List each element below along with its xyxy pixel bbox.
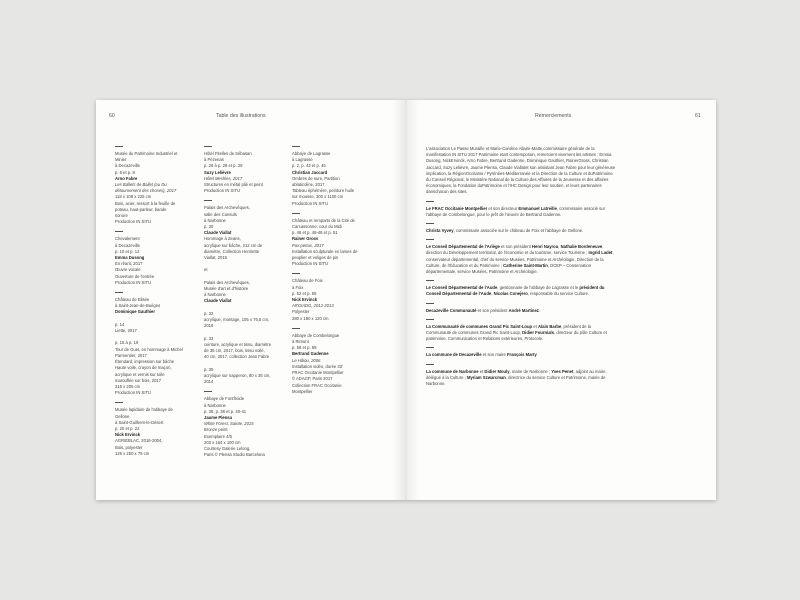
entry-line: p. 20 et p. 22 <box>115 425 140 431</box>
entry-line: Abbaye de Combelongue <box>292 332 340 338</box>
illustration-entry <box>204 391 276 458</box>
artist-name: Nick Ervinck <box>115 432 141 438</box>
acknowledgement-text: , maire de Narbonne ; <box>509 368 552 374</box>
entry-line: Hommage à Zeans, <box>204 236 241 242</box>
entry-line: Chevalement <box>115 236 140 242</box>
entry-line: p. 56 et p. 59 <box>292 345 317 351</box>
acknowledged-name: Le Conseil Départemental de l'Aude <box>426 285 498 291</box>
entry-line: p. 30 <box>204 224 214 230</box>
entry-line: à Narbonne <box>204 217 226 223</box>
entry-line: à Saint-Jean-de-Buèges <box>115 303 161 309</box>
entry-line: à Pézenas <box>204 157 224 163</box>
book-gutter-shadow <box>392 100 420 500</box>
acknowledgement-text: , président de la Communauté de communes Grand Pic Saint-Loup, <box>426 323 592 336</box>
entry-line: détournement des choses), 2017 <box>115 188 177 194</box>
entry-line: Le Hibou, 2006 <box>292 357 321 363</box>
entry-line: 2014 <box>204 379 214 385</box>
entry-line: à Narbonne <box>204 402 226 408</box>
entry-line: et <box>204 267 208 273</box>
entry-line: AGRIEBLAC, 2016-2004, <box>115 438 163 444</box>
acknowledgement-text: , conservateur départemental, chef du service Musées, Patrimoine et Archéologie, Direction de la Culture, de l'Éducation et du Patrimoine ; <box>426 250 614 268</box>
entry-line: Les Ballets de Ballet (ou Du <box>115 182 167 188</box>
illustration-entry <box>292 273 364 321</box>
acknowledgement-text: et son assistant Jean Fabre pour leur généreuse implication, la Région <box>426 164 616 176</box>
acknowledged-name: Le FRAC Occitanie Montpellier <box>426 205 488 211</box>
illustrations-column-2 <box>204 146 276 464</box>
entry-line: peuplier et voliges de pin <box>292 255 339 261</box>
illustration-entry <box>292 146 364 207</box>
entry-line: p. 52 et p. 55 <box>292 290 317 296</box>
illustration-entry <box>292 328 364 395</box>
entry-line: salle des Consuls <box>204 211 237 217</box>
artist-name: Nick Ervinck <box>292 297 318 303</box>
acknowledged-name: Myriam Szwarcman <box>466 374 506 380</box>
paragraph-rule <box>426 280 434 281</box>
paragraph-rule <box>426 239 434 240</box>
entry-line: de 35 cm, 2017, bois, tissu voilé, <box>204 348 265 354</box>
acknowledged-name: Didier Mouly <box>484 368 510 374</box>
acknowledgement-paragraph <box>426 324 616 343</box>
illustration-entry <box>115 402 187 457</box>
acknowledgement-text: Occitanie / Pyrénées-Méditerranée et la Direction de la Culture et du <box>465 170 593 176</box>
entry-line: Liette, 2017 <box>115 328 137 334</box>
entry-line: Bronze peint <box>204 427 228 433</box>
artist-name: Dominique Gauthier <box>115 309 156 315</box>
entry-line: Installation sculpturale en lames de <box>292 248 358 254</box>
entry-line: p. 10 et p. 12 <box>115 248 140 254</box>
acknowledged-name: La commune de Decazeville <box>426 352 482 358</box>
acknowledgements-text <box>426 146 616 392</box>
illustration-entry <box>115 292 187 396</box>
acknowledgement-text: , commissaire associée sur le château de Foix et l'abbaye de Gellone. <box>453 228 584 234</box>
right-page-number: 61 <box>695 113 701 119</box>
entry-line: Production IN SITU <box>292 261 329 267</box>
acknowledgement-text: chacun des sites. <box>435 189 468 195</box>
entry-line: p. 14 <box>115 321 125 327</box>
entry-line: En rêant, 2017 <box>115 261 143 267</box>
acknowledged-name: La commune de Narbonne <box>426 368 479 374</box>
entry-line: Musée du Patrimoine Industriel et <box>115 151 178 156</box>
acknowledgement-paragraph <box>426 206 616 218</box>
entry-line: Hôtel Meshles, 2017 <box>204 175 243 181</box>
illustration-entry <box>204 146 276 194</box>
acknowledgement-text: , <box>558 244 561 250</box>
entry-line: à Narbonne <box>204 292 226 298</box>
acknowledgement-text: , gestionnaire de l'abbaye de Lagrasse et le <box>497 285 580 291</box>
entry-line: Polyester <box>292 309 310 315</box>
book-spread <box>96 100 716 500</box>
entry-line: Œuvre vocale <box>115 267 141 273</box>
illustrations-column-1 <box>115 146 187 463</box>
entry-line: Collection FRAC Occitanie <box>292 382 342 388</box>
entry-line: acrylique sur napperon, 80 x 36 cm, <box>204 372 271 378</box>
left-page-number: 60 <box>109 113 115 119</box>
entry-line: à Decazeville <box>115 163 140 169</box>
acknowledgement-paragraph <box>426 352 616 358</box>
illustration-entry <box>115 146 187 225</box>
acknowledgement-text: , commissaire associé sur l'abbaye de Combelongue, pour le prêt de l'œuvre de Bertrand Gadenne. <box>426 205 605 217</box>
entry-line: 125 x 250 x 75 cm <box>115 450 150 456</box>
paragraph-rule <box>426 347 434 348</box>
entry-line: © ADAGP, Paris 2017 <box>292 376 333 382</box>
entry-line: p. 15 à p. 19 <box>115 340 139 346</box>
acknowledgement-text: commissaire générale de la manifestation IN SITU 2017 Patrimoine et <box>426 146 595 158</box>
paragraph-rule <box>426 303 434 304</box>
acknowledgement-text: , directeur du pôle Culture et patrimoine, Communication et Relations extérieures, Protocole. <box>426 330 607 342</box>
entry-line: Courtesy Galerie Lelong, <box>204 445 251 451</box>
artist-name: Claude Viallat <box>204 298 232 304</box>
acknowledgement-text: , <box>491 291 494 297</box>
illustration-entry <box>115 231 187 286</box>
entry-line: sur mousse, 300 x 1100 cm <box>292 194 344 200</box>
acknowledged-name: Le Conseil Départemental de l'Ariège <box>426 244 500 250</box>
entry-line: Château de Elisée <box>115 297 150 303</box>
acknowledged-name: Alain Barbe <box>537 323 562 329</box>
entry-rule <box>292 146 300 147</box>
entry-line: 203 x 164 x 100 cm <box>204 439 241 445</box>
acknowledged-name: Nicolas Conejero <box>493 291 528 297</box>
acknowledgement-text: Ervinck, Arno Fabre, Bertrand Gadenne, Dominique Gauthier, Rainer <box>450 158 579 164</box>
entry-line: 40 cm, 2017, collection Jean Fabre <box>204 354 270 360</box>
entry-line: Abbaye de Fontfroide <box>204 396 245 402</box>
entry-line: à Rimont <box>292 339 309 345</box>
artist-name: Claude Viallat <box>204 230 232 236</box>
acknowledgement-paragraph <box>426 146 616 196</box>
acknowledged-name: président du Conseil Départemental de l'Aude <box>426 285 605 297</box>
entry-rule <box>204 391 212 392</box>
entry-line: Palais des Archevêques, <box>204 205 250 211</box>
entry-line: Abbaye de Lagrasse <box>292 151 331 156</box>
entry-line: Production IN SITU <box>115 279 152 285</box>
entry-line: p. 36, p. 38 et p. 40-41 <box>204 408 247 414</box>
acknowledgement-text: , responsable du service Culture. <box>527 291 589 297</box>
entry-line: diamètre, Collection Henriette <box>204 248 260 254</box>
entry-line: Installation vidéo, durée 33' <box>292 363 343 369</box>
paragraph-rule <box>426 364 434 365</box>
entry-line: Bois, acier, ressort à la feuille de <box>115 200 176 206</box>
illustrations-column-3 <box>292 146 364 401</box>
entry-line: Production IN SITU <box>292 200 329 206</box>
entry-line: p. 2, p. 43 et p. 45 <box>292 163 326 169</box>
acknowledgement-paragraph <box>426 228 616 234</box>
entry-line: Tableau éphémère, peinture huile <box>292 188 355 194</box>
acknowledged-name: Christa Vyvey <box>426 228 454 234</box>
acknowledged-name: Emmanuel Latreille <box>518 205 557 211</box>
entry-rule <box>204 146 212 147</box>
entry-rule <box>292 328 300 329</box>
entry-line: Tour de Guet, en hommage à Michel <box>115 346 183 352</box>
acknowledgement-paragraph <box>426 244 616 275</box>
entry-line: 315 x 205 cm <box>115 383 141 389</box>
acknowledgement-text: et son président <box>499 244 532 250</box>
right-section-title: Remerciements <box>535 113 572 119</box>
entry-line: Château de Foix <box>292 278 323 284</box>
acknowledgement-paragraph <box>426 285 616 297</box>
entry-line: Montpellier <box>292 388 313 394</box>
entry-line: ablaticoline, 2017 <box>292 182 325 188</box>
acknowledgement-paragraph <box>426 369 616 388</box>
entry-rule <box>115 292 123 293</box>
entry-line: FRAC Occitanie Montpellier <box>292 370 344 376</box>
paragraph-rule <box>426 223 434 224</box>
entry-line: ceinture, acrylique et tissu, diamètre <box>204 341 272 347</box>
entry-line: 280 x 180 x 120 cm <box>292 315 329 321</box>
entry-line: acrylique sur bâche, 212 cm de <box>204 242 263 248</box>
acknowledgement-paragraph <box>426 308 616 314</box>
acknowledgement-text: , DCEP – Conservation départementale, service Musées, Patrimoine et Archéologie. <box>426 262 592 275</box>
illustration-entry <box>292 213 364 268</box>
acknowledgement-text: , adjoint au maire, délégué à la Culture ; <box>426 368 607 380</box>
acknowledged-name: François Marty <box>507 352 537 358</box>
acknowledged-name: La Communauté de communes Grand Pic Saint-Loup <box>426 323 533 329</box>
artist-name: Suzy Lelièvre <box>204 169 231 175</box>
entry-line: acrylique, montage, 105 x 76,5 cm, <box>204 317 270 323</box>
artist-name: Jaume Plensa <box>204 414 232 420</box>
acknowledgement-text: et son directeur <box>487 205 519 211</box>
acknowledgement-text: Gross, Christian Jaccard, Suzy Lelièvre, Jaume Plensa, Claude Viallat <box>426 158 609 170</box>
artist-name: Emma Dusong <box>115 255 145 261</box>
entry-line: Étendard, impression sur bâche <box>115 359 175 365</box>
entry-line: Minier <box>115 157 127 163</box>
entry-line: Musée d'art et d'histoire <box>204 286 249 292</box>
entry-line: Carcassonne, cour du Midi <box>292 224 342 230</box>
entry-line: p. 32 <box>204 310 214 316</box>
entry-line: p. 26 à p. 28 et p. 29 <box>204 163 243 169</box>
entry-line: Musée lapidaire de l'abbaye de <box>115 407 173 413</box>
entry-line: sonore <box>115 213 128 219</box>
acknowledgement-text: Patrimoine et l'IHC Design pour leur soutien, et leurs partenaires dans <box>426 183 602 195</box>
entry-rule <box>292 273 300 274</box>
acknowledgement-text: et son président <box>476 307 509 313</box>
entry-line: p. 35 <box>204 366 214 372</box>
acknowledged-name: Didier Fournials <box>522 330 555 336</box>
acknowledged-name: Catherine Saint-Martin <box>503 262 548 268</box>
acknowledgement-text: Patrimoine du Conseil Régional, le Ministère National de la Culture, <box>426 170 613 183</box>
acknowledged-name: André Martinez <box>508 307 539 313</box>
entry-line: 2016 <box>204 323 214 329</box>
artist-name: Bertrand Gadenne <box>292 351 329 357</box>
entry-line: Parmentier, 2017 <box>115 352 147 358</box>
acknowledgement-text: art contemporain, remercient vivement les artistes : Emma Dusong, Nick <box>426 152 612 164</box>
artist-name: Rainer Gross <box>292 236 319 242</box>
entry-line: Production IN SITU <box>204 188 241 194</box>
entry-line: Production IN SITU <box>115 219 152 225</box>
entry-line: White Forest, Sainte, 2015 <box>204 421 254 427</box>
artist-name: Christian Jaccard <box>292 169 328 175</box>
acknowledged-name: Henri Nayrou <box>531 244 559 250</box>
entry-line: Palais des Archevêques, <box>204 279 250 285</box>
entry-line: Structures en métal plié et peint <box>204 182 263 188</box>
entry-line: 118 x 108 x 225 cm <box>115 194 152 200</box>
acknowledgement-text: L'association Le Passe Muraille et Marie-Caroline Allaire-Matte, <box>426 146 544 151</box>
entry-line: p. 33 <box>204 335 214 341</box>
entry-line: à Saint-Guilhem-le-Désert <box>115 419 164 425</box>
left-page <box>96 100 406 500</box>
acknowledged-name: Yves Penet <box>551 368 574 374</box>
entry-line: à Foix <box>292 284 304 290</box>
entry-line: Paris © Plensa Studio Barcelona <box>204 452 265 458</box>
entry-line: poteau, haut-parleur, bande <box>115 206 167 212</box>
entry-line: Ombres de sure, Partition <box>292 175 340 181</box>
acknowledged-name: Ingrid Ladet <box>588 250 613 256</box>
entry-line: Ouverture de l'entrée <box>115 273 155 279</box>
left-section-title: Table des illustrations <box>216 113 266 119</box>
paragraph-rule <box>426 319 434 320</box>
entry-line: Bois, polyester <box>115 444 143 450</box>
entry-line: Gellone <box>115 413 130 419</box>
acknowledged-name: Decazeville Communauté <box>426 307 477 313</box>
acknowledgement-text: et <box>532 323 538 329</box>
acknowledged-name: Nathalie Bordeneuve <box>560 244 603 250</box>
entry-line: à Decazeville <box>115 242 140 248</box>
entry-line: ARGIADG, 2012-2013 <box>292 303 334 309</box>
entry-line: Haute voile, crayon de maçon, <box>115 365 172 371</box>
entry-line: Viallat, 2015 <box>204 255 227 261</box>
entry-line: acrylique et vernis sur toile <box>115 371 165 377</box>
entry-line: marouflée sur bois, 2017 <box>115 377 162 383</box>
acknowledgement-text: des Affaires de la Jeunesse et des affaires économiques, la Fondation du <box>426 177 609 189</box>
acknowledgement-text: et <box>478 368 485 374</box>
artist-name: Arno Fabre <box>115 175 138 181</box>
entry-line: Hôtel Fitelles de Sébasan <box>204 151 252 156</box>
entry-line: Exemplaire 4/5 <box>204 433 232 439</box>
entry-line: Château et remparts de la Cité de <box>292 217 355 223</box>
paragraph-rule <box>426 201 434 202</box>
entry-rule <box>115 402 123 403</box>
entry-rule <box>115 231 123 232</box>
acknowledgement-text: , direction du Développement territorial, de l'économie et du tourisme, service Tourisme ; <box>426 244 604 256</box>
acknowledgement-text: . <box>538 307 541 313</box>
acknowledgement-text: , directrice du service Culture et Patrimoine, mairie de Narbonne. <box>426 374 606 387</box>
entry-line: p. 46 et p. 48-48 et p. 51 <box>292 230 338 236</box>
entry-rule <box>204 200 212 201</box>
entry-line: à Lagrasse <box>292 157 313 163</box>
entry-rule <box>292 213 300 214</box>
acknowledgement-text: et son maire <box>481 352 507 358</box>
entry-line: Production IN SITU <box>115 390 152 396</box>
entry-rule <box>115 146 123 147</box>
entry-line: p. 6 et p. 8 <box>115 169 135 175</box>
illustration-entry <box>204 200 276 385</box>
entry-line: Pax pertus, 2017 <box>292 242 324 248</box>
